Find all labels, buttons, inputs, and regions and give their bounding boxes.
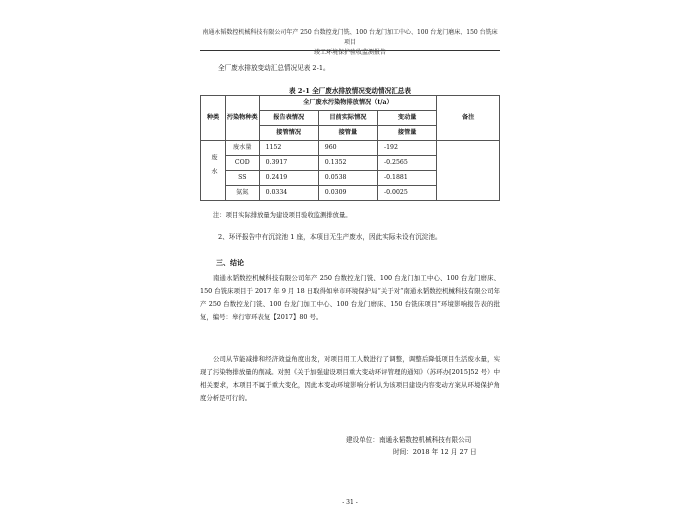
- pollutant-cell: 氨氮: [226, 186, 260, 201]
- pollutant-cell: COD: [226, 156, 260, 171]
- actual-cell: 0.0309: [318, 186, 377, 201]
- report-cell: 0.0334: [259, 186, 318, 201]
- change-cell: -0.0025: [378, 186, 437, 201]
- table-row: [201, 141, 500, 156]
- subheader2-actual: 接管量: [318, 126, 377, 141]
- item-2-text: 2、环评报告中有沉淀池 1 座，本项目无生产废水，因此实际未设有沉淀池。: [218, 233, 442, 241]
- subheader-report: 报告表情况: [259, 111, 318, 126]
- signature-date: 时间：2018 年 12 月 27 日: [393, 448, 477, 456]
- header-line-2: 竣工环境保护验收监测报告: [313, 49, 386, 56]
- running-header: [200, 28, 500, 58]
- actual-cell: 0.0538: [318, 171, 377, 186]
- header-line-1: 南通永韬数控机械科技有限公司年产 250 台数控龙门铣、100 台龙门加工中心、100 台龙门磨床、150 台铣床项目: [202, 29, 498, 46]
- category-label: 废水: [210, 153, 217, 183]
- header-rule: [200, 50, 500, 51]
- page-number: - 31 -: [342, 499, 358, 506]
- table-caption: 表 2-1 全厂废水排放情况变动情况汇总表: [288, 87, 411, 95]
- report-cell: 0.2419: [259, 171, 318, 186]
- group-header: 全厂废水污染物排放情况（t/a）: [259, 96, 437, 111]
- pollutant-cell: 废水量: [226, 141, 260, 156]
- wastewater-table: [200, 95, 500, 201]
- subheader2-change: 接管量: [378, 126, 437, 141]
- signature-unit: 建设单位：南通永韬数控机械科技有限公司: [346, 436, 472, 444]
- table-note: 注：项目实际排放量为建设项目验收监测排放量。: [213, 212, 352, 219]
- change-cell: -0.1881: [378, 171, 437, 186]
- intro-text: 全厂废水排放变动汇总情况见表 2-1。: [218, 64, 330, 72]
- col-pollutant-header: 污染物种类: [226, 96, 260, 141]
- actual-cell: 0.1352: [318, 156, 377, 171]
- conclusion-paragraph-2: 公司从节能减排和经济效益角度出发，对项目用工人数进行了调整，调整后降低项目生活废水量，实现了污染物排放量的削减。对照《关于加强建设项目重大变动环评管理的通知》（苏环办[2015]52 号）中相关要求，本项目不属于重大变化，因此本变动环境影响分析认为该项目建设内容变动方案从环境保护角度分析是可行的。: [200, 355, 500, 402]
- change-cell: -0.2565: [378, 156, 437, 171]
- actual-cell: 960: [318, 141, 377, 156]
- col-type-header: 种类: [201, 96, 226, 141]
- report-cell: 1152: [259, 141, 318, 156]
- conclusion-paragraph-1: 南通永韬数控机械科技有限公司年产 250 台数控龙门铣、100 台龙门加工中心、100 台龙门磨床、150 台铣床项目于 2017 年 9 月 18 日取得如皋市环境保护局“关于对“南通永韬数控机械科技有限公司年产 250 台数控龙门铣、100 台龙门加工中心、100 台龙门磨床、150 台铣床项目”环境影响报告表的批复，编号：皋行审环表复【2017】80 号。: [200, 274, 500, 321]
- col-remark-header: 备注: [437, 96, 500, 141]
- report-cell: 0.3917: [259, 156, 318, 171]
- subheader2-report: 接管情况: [259, 126, 318, 141]
- category-cell: [201, 141, 226, 201]
- subheader-actual: 目前实际情况: [318, 111, 377, 126]
- remark-cell: [437, 141, 500, 201]
- subheader-change: 变动量: [378, 111, 437, 126]
- change-cell: -192: [378, 141, 437, 156]
- pollutant-cell: SS: [226, 171, 260, 186]
- section-title: 三、结论: [216, 258, 244, 267]
